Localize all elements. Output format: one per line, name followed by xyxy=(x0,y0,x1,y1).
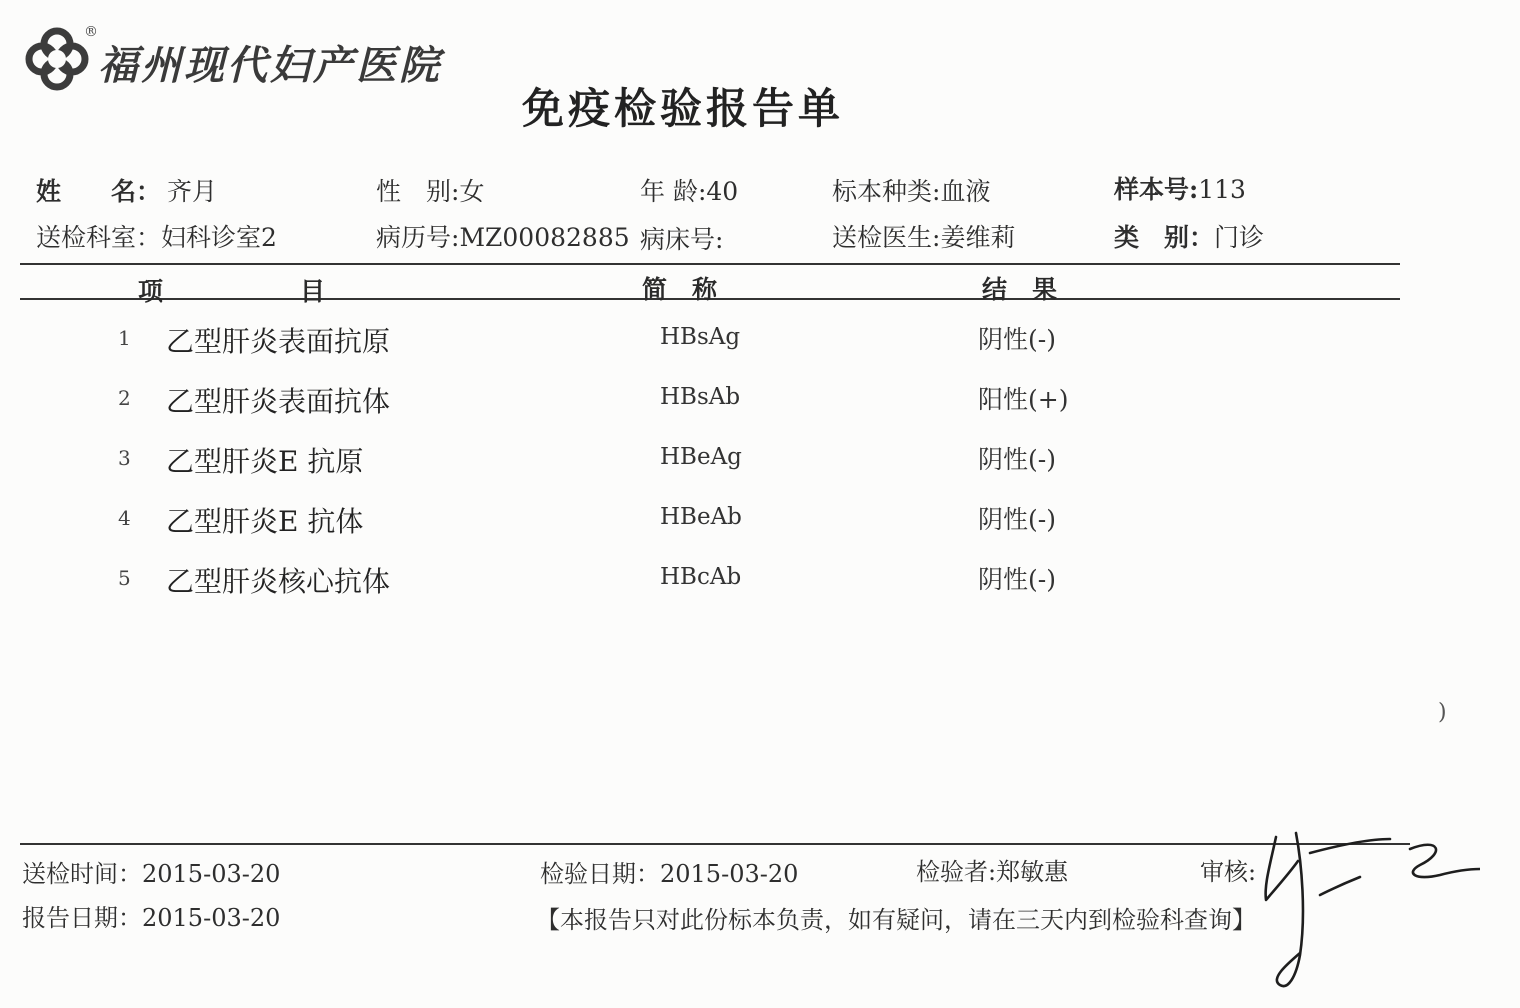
sample-no-field xyxy=(1114,170,1246,206)
department-value: 妇科诊室2 xyxy=(161,223,277,252)
column-header-abbr: 简 称 xyxy=(642,275,718,304)
test-item-abbr: HBeAg xyxy=(660,444,742,470)
doctor-field xyxy=(832,218,1015,254)
bed-no-label: 病床号: xyxy=(640,225,724,254)
stray-mark: ) xyxy=(1438,700,1447,725)
department-field xyxy=(36,218,277,254)
test-item-abbr: HBeAb xyxy=(660,504,742,530)
test-item-abbr: HBsAg xyxy=(660,324,741,350)
category-value: 门诊 xyxy=(1214,223,1265,252)
test-date-label: 检验日期： xyxy=(540,860,660,888)
specimen-type-label: 标本种类: xyxy=(832,177,941,206)
test-item-result: 阴性(-) xyxy=(978,505,1056,534)
report-date-label: 报告日期： xyxy=(22,904,142,932)
row-number: 3 xyxy=(118,446,131,470)
test-item-result: 阴性(-) xyxy=(978,445,1056,474)
category-field xyxy=(1114,218,1264,254)
report-date-field xyxy=(22,898,280,933)
tester-label: 检验者: xyxy=(916,858,997,886)
test-item-name: 乙型肝炎表面抗体 xyxy=(166,385,391,418)
tester-field xyxy=(916,852,1068,887)
hospital-name: 福州现代妇产医院 xyxy=(98,42,442,89)
patient-name-field xyxy=(36,172,217,208)
test-item-name: 乙型肝炎表面抗原 xyxy=(166,325,391,358)
category-label: 类 别： xyxy=(1114,223,1215,252)
specimen-type-field xyxy=(832,172,990,208)
gender-label: 性 别: xyxy=(376,177,460,206)
report-title: 免疫检验报告单 xyxy=(522,84,845,133)
sample-no-label: 样本号: xyxy=(1114,175,1199,204)
test-item-name: 乙型肝炎E 抗体 xyxy=(166,505,364,538)
test-item-result: 阳性(+) xyxy=(978,385,1069,414)
test-item-abbr: HBcAb xyxy=(660,564,742,590)
department-label: 送检科室： xyxy=(36,223,162,252)
reviewer-label: 审核: xyxy=(1200,858,1257,886)
footer-rule xyxy=(20,843,1410,845)
row-number: 4 xyxy=(118,506,131,530)
report-date-value: 2015-03-20 xyxy=(142,904,281,932)
gender-field xyxy=(376,172,484,208)
patient-name-value: 齐月 xyxy=(167,177,218,206)
tester-value: 郑敏惠 xyxy=(996,858,1069,886)
age-label: 年 龄: xyxy=(640,177,707,206)
test-date-value: 2015-03-20 xyxy=(660,860,799,888)
age-field xyxy=(640,172,738,208)
gender-value: 女 xyxy=(459,177,485,206)
record-no-field xyxy=(376,218,630,254)
test-item-result: 阴性(-) xyxy=(978,325,1056,354)
test-item-name: 乙型肝炎核心抗体 xyxy=(166,565,391,598)
doctor-value: 姜维莉 xyxy=(940,223,1016,252)
table-top-rule xyxy=(20,263,1400,265)
doctor-label: 送检医生: xyxy=(832,223,941,252)
column-header-item: 项 目 xyxy=(138,277,328,306)
test-date-field xyxy=(540,854,798,889)
record-no-label: 病历号: xyxy=(376,223,460,252)
record-no-value: MZ00082885 xyxy=(459,223,630,252)
test-item-result: 阴性(-) xyxy=(978,565,1056,594)
submit-time-value: 2015-03-20 xyxy=(142,860,281,888)
reviewer-signature-icon xyxy=(1240,825,1480,1000)
specimen-type-value: 血液 xyxy=(940,177,991,206)
disclaimer-text: 【本报告只对此份标本负责，如有疑问，请在三天内到检验科查询】 xyxy=(536,906,1256,934)
submit-time-field xyxy=(22,854,280,889)
patient-name-label: 姓 名： xyxy=(36,177,162,206)
row-number: 5 xyxy=(118,566,131,590)
bed-no-field xyxy=(640,220,723,256)
sample-no-value: 113 xyxy=(1198,175,1246,204)
hospital-logo-icon xyxy=(22,24,92,94)
submit-time-label: 送检时间： xyxy=(22,860,142,888)
test-item-abbr: HBsAb xyxy=(660,384,741,410)
column-header-result: 结 果 xyxy=(982,275,1058,304)
age-value: 40 xyxy=(706,177,739,206)
row-number: 1 xyxy=(118,326,131,350)
row-number: 2 xyxy=(118,386,131,410)
registered-mark: ® xyxy=(84,24,98,40)
test-item-name: 乙型肝炎E 抗原 xyxy=(166,445,364,478)
